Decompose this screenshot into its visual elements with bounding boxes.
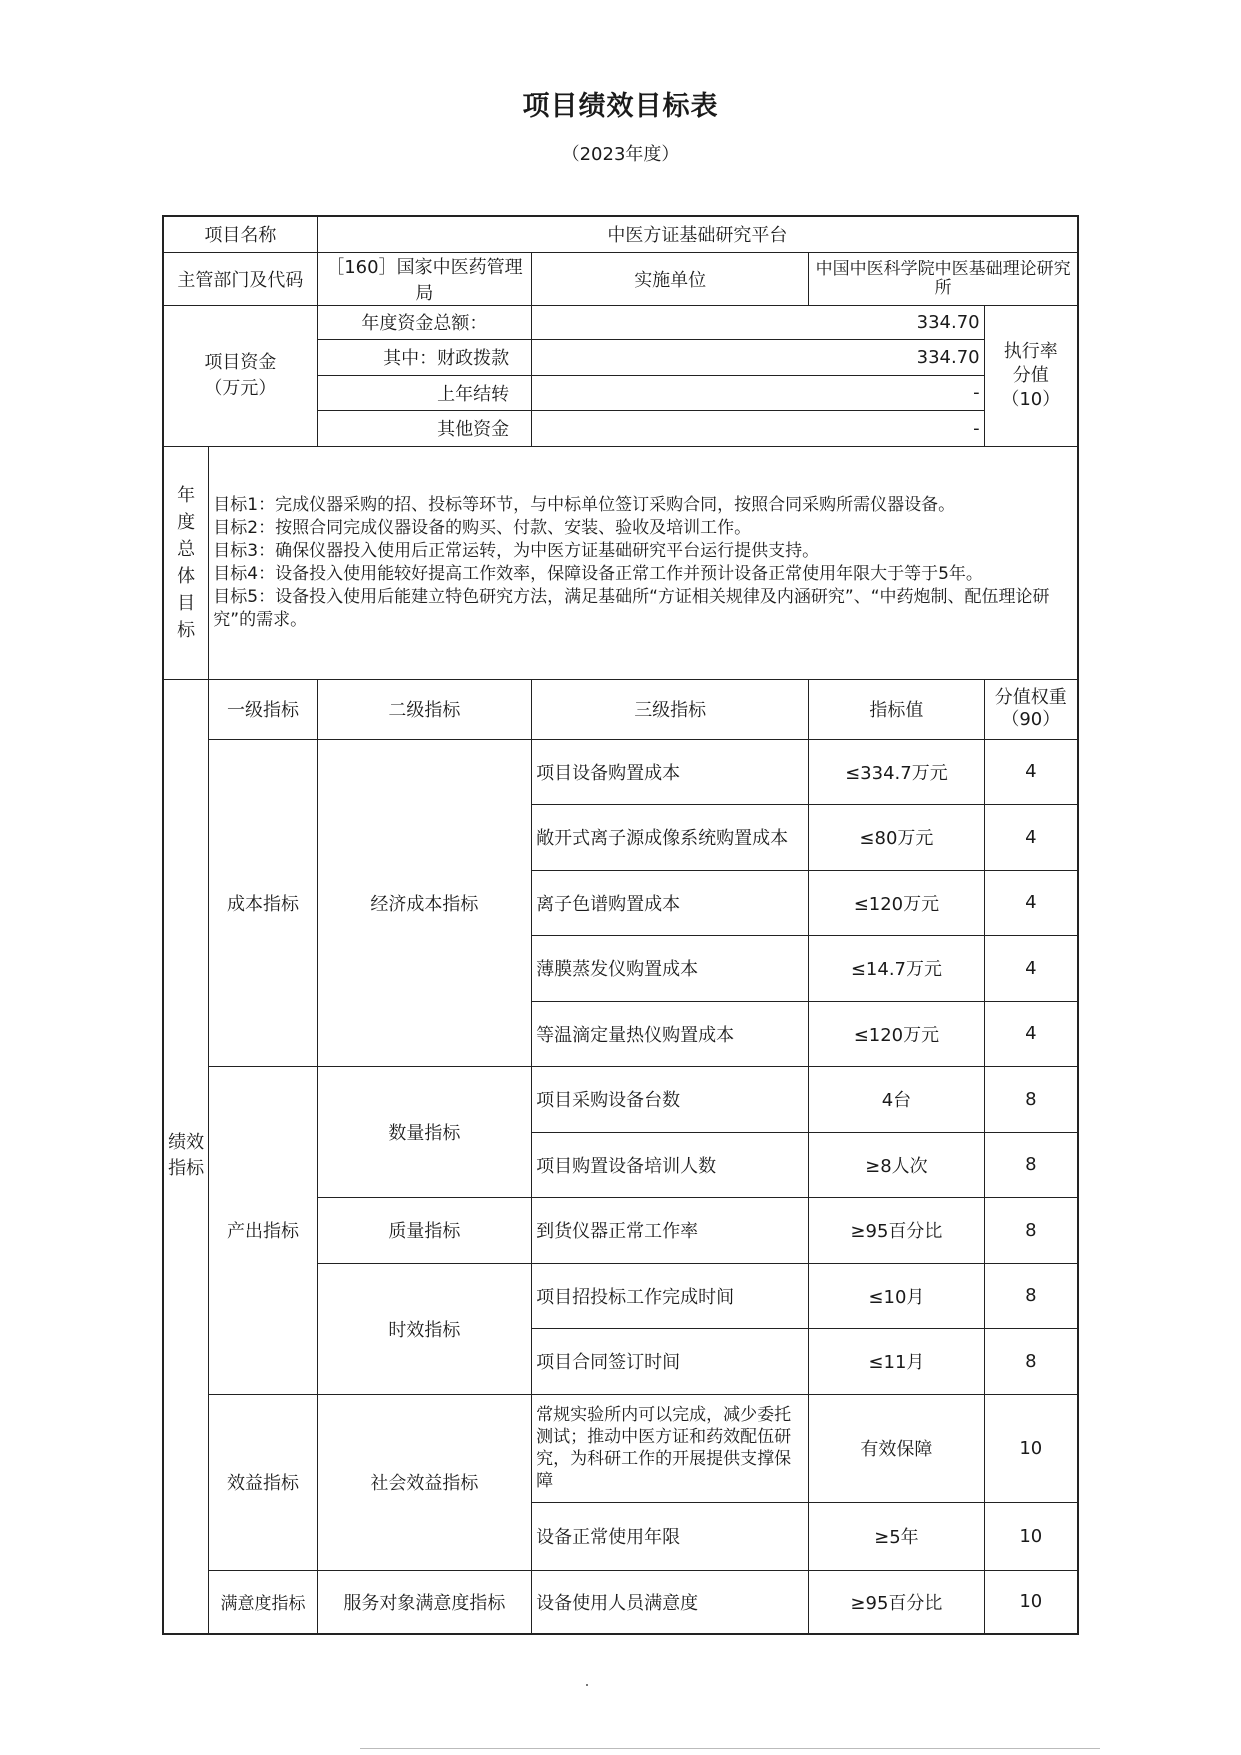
weight-cell: 8 [984,1132,1078,1197]
weight-cell: 10 [984,1570,1078,1634]
exec-rate-line2: 分值 [1012,364,1049,386]
performance-table [162,215,1079,1635]
level3-cell: 常规实验所内可以完成，减少委托测试；推动中医方证和药效配伍研究，为科研工作的开展提供支撑保障 [532,1394,809,1502]
weight-cell: 8 [984,1197,1078,1263]
weight-cell: 4 [984,870,1078,935]
value-cell: ≤11月 [809,1328,984,1394]
header-value: 指标值 [809,679,984,739]
level2-quality: 质量指标 [317,1197,532,1263]
goals-label-char: 体 [177,565,196,587]
goals-label-char: 年 [177,484,196,506]
header-level3: 三级指标 [532,679,809,739]
level2-timeliness: 时效指标 [317,1263,532,1394]
level3-cell: 项目合同签订时间 [532,1328,809,1394]
level2-quantity: 数量指标 [317,1066,532,1197]
value-cell: ≤120万元 [809,1001,984,1066]
level2-economic-cost: 经济成本指标 [317,739,532,1066]
dept-label: 主管部门及代码 [163,252,317,305]
value-cell: ≤10月 [809,1263,984,1328]
impl-value [809,252,1078,305]
value-cell: ≤80万元 [809,804,984,870]
page-subtitle: （2023年度） [561,144,680,165]
level1-benefit: 效益指标 [209,1394,317,1570]
level3-cell: 项目设备购置成本 [532,739,809,804]
header-level2: 二级指标 [317,679,532,739]
impl-value-text: 中国中医科学院中医基础理论研究所 [815,260,1071,297]
funds-carryover-label: 上年结转 [317,375,532,410]
header-weight-line1: 分值权重 [994,687,1067,708]
dept-value: ［160］国家中医药管理局 [317,252,532,305]
weight-cell: 8 [984,1263,1078,1328]
value-cell: ≥95百分比 [809,1197,984,1263]
goal-item: 目标2：按照合同完成仪器设备的购买、付款、安装、验收及培训工作。 [213,517,752,538]
weight-cell: 4 [984,739,1078,804]
dept-row [163,252,1078,305]
level3-cell: 项目招投标工作完成时间 [532,1263,809,1328]
goal-item: 目标5：设备投入使用后能建立特色研究方法，满足基础所“方证相关规律及内涵研究”、“中药炮制、配伍理论研究”的需求。 [213,586,1050,630]
funds-fiscal-value: 334.70 [532,339,984,375]
weight-cell: 10 [984,1394,1078,1502]
level3-cell: 薄膜蒸发仪购置成本 [532,935,809,1001]
project-name-value: 中医方证基础研究平台 [317,216,1078,252]
level3-cell: 离子色谱购置成本 [532,870,809,935]
value-cell: ≥8人次 [809,1132,984,1197]
exec-rate-line1: 执行率 [1003,340,1058,362]
funds-fiscal-label: 其中：财政拨款 [317,339,532,375]
goal-item: 目标4：设备投入使用能较好提高工作效率，保障设备正常工作并预计设备正常使用年限大于等于5年。 [213,563,983,584]
value-cell: ≤14.7万元 [809,935,984,1001]
header-weight-line2: （90） [1001,709,1061,730]
weight-cell: 8 [984,1328,1078,1394]
scan-speck [586,1684,588,1686]
level3-cell: 到货仪器正常工作率 [532,1197,809,1263]
exec-rate-cell [984,305,1078,446]
funds-other-label: 其他资金 [317,410,532,446]
value-cell: ≤120万元 [809,870,984,935]
funds-carryover-value: - [532,375,984,410]
goals-row [163,446,1078,679]
funds-total-label: 年度资金总额： [317,305,532,339]
funds-label-line1: 项目资金 [204,351,277,373]
value-cell: ≥5年 [809,1502,984,1570]
goals-label-char: 总 [177,538,196,560]
table-row [163,739,1078,804]
level1-cost: 成本指标 [209,739,317,1066]
header-weight [984,679,1078,739]
value-cell: ≥95百分比 [809,1570,984,1634]
value-cell: ≤334.7万元 [809,739,984,804]
weight-cell: 4 [984,935,1078,1001]
goals-label-char: 标 [177,619,196,641]
table-row [163,1394,1078,1502]
funds-other-value: - [532,410,984,446]
funds-total-value: 334.70 [532,305,984,339]
value-cell: 有效保障 [809,1394,984,1502]
level3-cell: 项目采购设备台数 [532,1066,809,1132]
goals-label-char: 度 [177,511,196,533]
level3-cell: 设备使用人员满意度 [532,1570,809,1634]
level1-output: 产出指标 [209,1066,317,1394]
exec-rate-line3: （10） [1001,388,1061,410]
value-cell: 4台 [809,1066,984,1132]
impl-label: 实施单位 [532,252,809,305]
table-row [163,1570,1078,1634]
indicator-header-row [163,679,1078,739]
level2-service-satisfaction: 服务对象满意度指标 [317,1570,532,1634]
weight-cell: 4 [984,1001,1078,1066]
level3-cell: 设备正常使用年限 [532,1502,809,1570]
level3-cell: 项目购置设备培训人数 [532,1132,809,1197]
weight-cell: 4 [984,804,1078,870]
funds-label [163,305,317,446]
project-name-row [163,216,1078,252]
weight-cell: 10 [984,1502,1078,1570]
scan-edge-line [360,1748,1100,1749]
indicators-label-line1: 绩效 [168,1132,205,1154]
project-name-label: 项目名称 [163,216,317,252]
level2-social-benefit: 社会效益指标 [317,1394,532,1570]
header-level1: 一级指标 [209,679,317,739]
level3-cell: 敞开式离子源成像系统购置成本 [532,804,809,870]
level1-satisfaction: 满意度指标 [209,1570,317,1634]
funds-label-line2: （万元） [204,377,277,399]
goals-content [209,446,1078,679]
indicators-section-label [163,679,209,1634]
goals-label [163,446,209,679]
table-row [163,1066,1078,1132]
indicators-label-line2: 指标 [168,1158,205,1180]
level3-cell: 等温滴定量热仪购置成本 [532,1001,809,1066]
goals-label-char: 目 [177,592,196,614]
page-title: 项目绩效目标表 [522,91,719,122]
goal-item: 目标1：完成仪器采购的招、投标等环节，与中标单位签订采购合同，按照合同采购所需仪器设备。 [213,494,956,515]
weight-cell: 8 [984,1066,1078,1132]
goal-item: 目标3：确保仪器投入使用后正常运转，为中医方证基础研究平台运行提供支持。 [213,540,820,561]
funds-row-1 [163,305,1078,339]
